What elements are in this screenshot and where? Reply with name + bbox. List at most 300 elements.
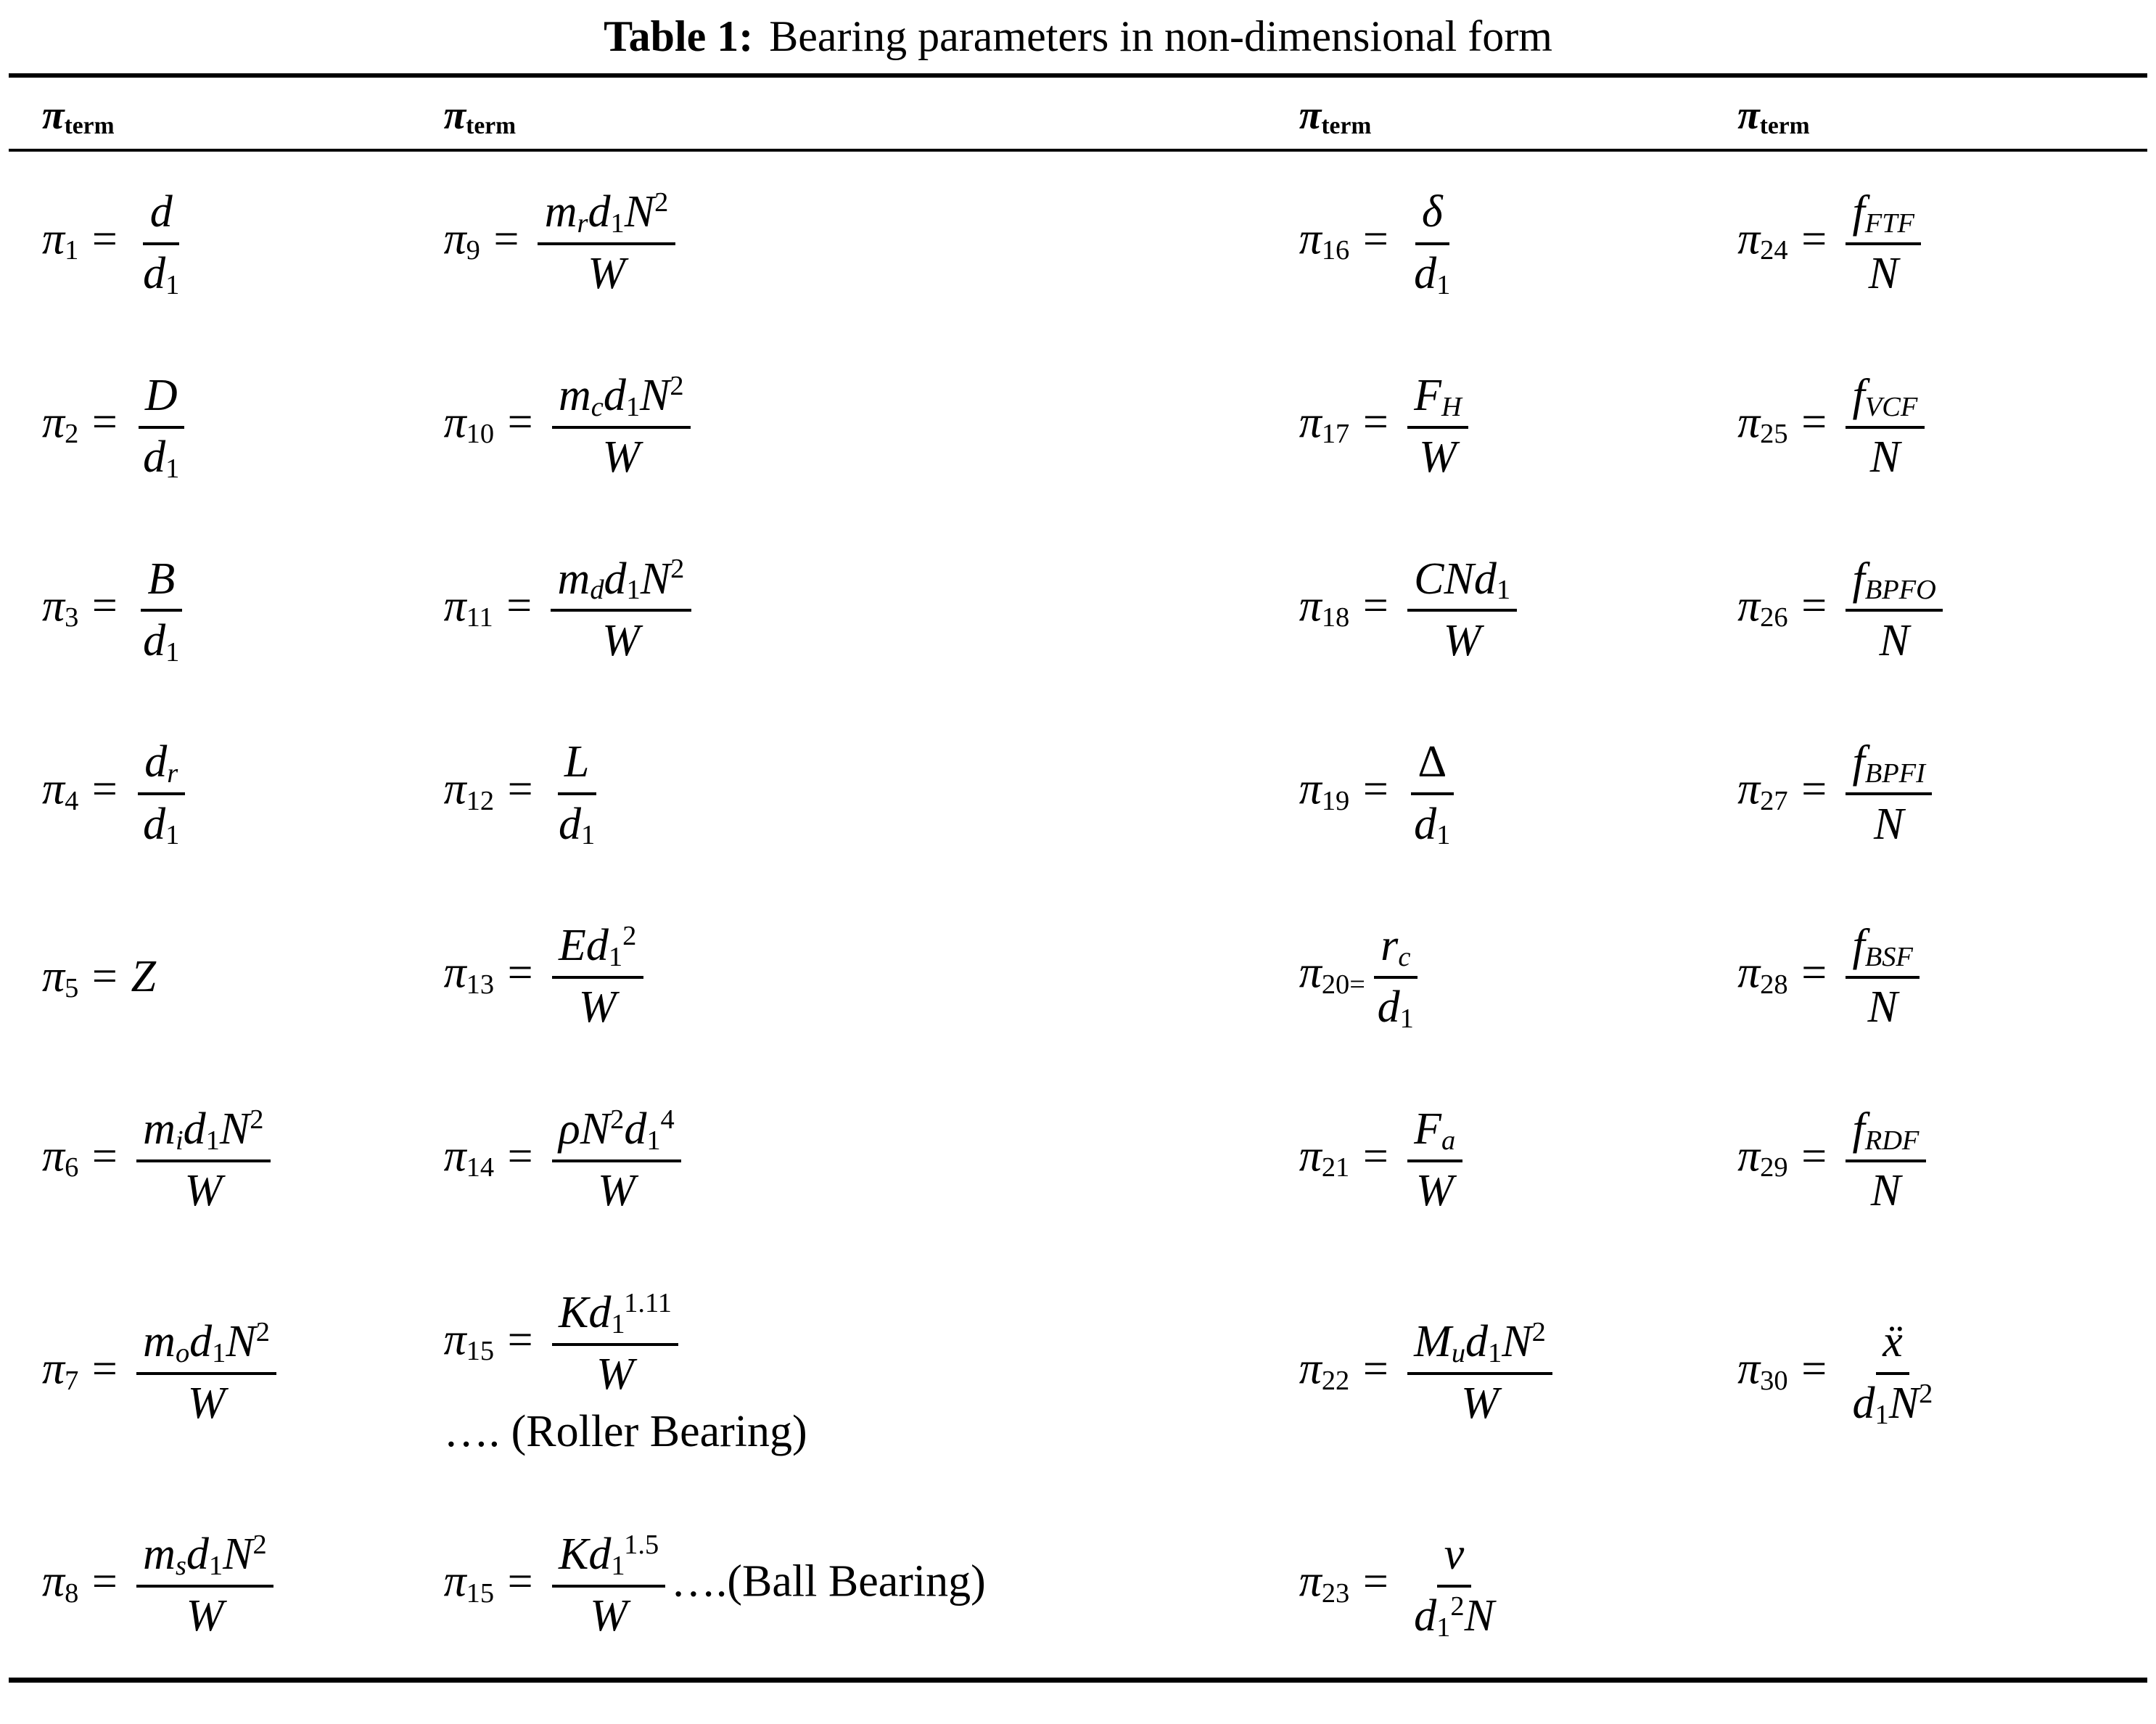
math-subscript: 1 (1436, 820, 1451, 851)
fraction (552, 1102, 681, 1219)
math-symbol: π (42, 765, 65, 815)
math-subscript: 1 (611, 1308, 625, 1339)
fraction-numerator (551, 552, 691, 612)
math-subscript: c (1398, 941, 1411, 972)
fraction (136, 369, 186, 485)
math-symbol: π (1737, 765, 1761, 815)
formula-pi-11 (437, 519, 1292, 702)
fraction-numerator (558, 735, 596, 795)
math-symbol: N (1502, 1317, 1532, 1367)
fraction-numerator (552, 1286, 679, 1346)
math-subscript: 13 (466, 969, 495, 1000)
math-symbol: Ed (558, 921, 609, 971)
fraction (552, 369, 691, 485)
fraction-denominator (178, 1162, 229, 1219)
math-subscript: 11 (466, 602, 493, 633)
equals-sign: = (1362, 1344, 1388, 1394)
table-header (9, 75, 2147, 150)
table-number: Table 1: (604, 12, 754, 60)
fraction-denominator (581, 245, 632, 302)
fraction (1407, 735, 1457, 852)
math-subscript: 17 (1321, 419, 1350, 450)
math-symbol: π (1299, 1556, 1322, 1606)
formula-pi-30 (1730, 1252, 2147, 1494)
fraction (136, 1315, 276, 1432)
formula-pi-29 (1730, 1069, 2147, 1252)
table-row (9, 335, 2147, 519)
formula-pi-28 (1730, 885, 2147, 1069)
math-subscript: 26 (1760, 602, 1788, 633)
math-subscript: 5 (65, 973, 79, 1004)
fraction-denominator (552, 795, 602, 852)
fraction-denominator (1867, 795, 1911, 852)
fraction-denominator (136, 795, 186, 852)
math-subscript: BPFO (1864, 575, 1936, 606)
fraction-denominator (1863, 429, 1906, 485)
fraction-denominator (591, 1162, 642, 1219)
fraction (552, 919, 643, 1035)
table-row (9, 1252, 2147, 1494)
math-symbol: F (1414, 1104, 1442, 1154)
math-symbol: W (590, 1591, 628, 1641)
math-symbol: N (1868, 249, 1898, 299)
fraction-numerator (552, 919, 643, 979)
fraction (1846, 1102, 1926, 1219)
math-subscript: c (591, 391, 604, 422)
math-symbol: π (443, 765, 466, 815)
formula-pi-15-roller (437, 1252, 1292, 1494)
fraction (136, 185, 186, 302)
math-superscript: 2 (1531, 1317, 1546, 1348)
math-subscript: 7 (65, 1365, 79, 1396)
pi-term-subscript: term (64, 112, 115, 139)
math-subscript: VCF (1864, 391, 1918, 422)
math-symbol: m (143, 1104, 176, 1154)
math-symbol: d (189, 1317, 213, 1367)
math-symbol: W (1461, 1379, 1499, 1429)
fraction (538, 185, 675, 302)
math-subscript: 1 (1399, 1003, 1414, 1035)
fraction (1407, 1527, 1501, 1644)
math-subscript: 29 (1760, 1152, 1788, 1183)
math-subscript: 15 (466, 1336, 495, 1367)
table-row (9, 702, 2147, 885)
math-symbol: π (1299, 1344, 1322, 1394)
equals-sign: = (91, 952, 118, 1002)
math-symbol: N (624, 187, 655, 237)
pi-term-subscript: term (466, 112, 517, 139)
table-body (9, 150, 2147, 1680)
math-symbol: W (588, 249, 625, 299)
math-symbol: m (544, 187, 577, 237)
math-superscript: 4 (660, 1104, 675, 1135)
equals-sign: = (1801, 214, 1827, 264)
math-subscript: 14 (466, 1152, 495, 1183)
math-subscript: o (175, 1337, 190, 1368)
column-header-pi-term (9, 75, 437, 150)
math-subscript: i (175, 1125, 184, 1156)
equals-sign: = (507, 1131, 533, 1181)
fraction-numerator (1846, 185, 1921, 245)
math-symbol: π (443, 398, 466, 448)
math-symbol: d (186, 1530, 209, 1580)
formula-pi-6 (9, 1069, 437, 1252)
formula-pi-27 (1730, 702, 2147, 885)
fraction-numerator (136, 1527, 273, 1588)
math-symbol: π (443, 948, 466, 998)
math-subscript: 1 (580, 820, 596, 851)
math-subscript: 1 (1488, 1337, 1502, 1368)
math-symbol: d (144, 737, 168, 787)
math-symbol: π (1737, 948, 1761, 998)
equals-sign: = (91, 1131, 118, 1181)
fraction-numerator (1876, 1315, 1909, 1375)
math-symbol: W (578, 982, 617, 1033)
math-symbol: f (1852, 737, 1865, 787)
math-symbol: W (187, 1379, 226, 1429)
math-symbol: π (1737, 398, 1761, 448)
math-subscript: 23 (1321, 1577, 1350, 1609)
formula-pi-16 (1292, 150, 1730, 335)
math-text: Δ (1418, 737, 1447, 787)
math-symbol: d (1414, 249, 1437, 299)
math-symbol: d (1852, 1379, 1875, 1429)
math-symbol: Z (131, 952, 156, 1002)
fraction (552, 1286, 679, 1403)
formula-pi-17 (1292, 335, 1730, 519)
formula-pi-26 (1730, 519, 2147, 702)
math-subscript: 1 (212, 1337, 226, 1368)
math-subscript: 1 (611, 1550, 625, 1581)
math-symbol: d (1465, 1317, 1489, 1367)
math-symbol: N (1464, 1591, 1494, 1641)
formula-pi-1 (9, 150, 437, 335)
fraction-denominator (181, 1375, 231, 1432)
math-text: ….(Ball Bearing) (670, 1556, 986, 1606)
formula-pi-18 (1292, 519, 1730, 702)
equals-sign: = (1362, 1556, 1388, 1606)
math-subscript: FTF (1864, 208, 1915, 239)
fraction-numerator (1415, 185, 1449, 245)
fraction-denominator (1407, 245, 1457, 302)
math-subscript: u (1451, 1337, 1466, 1368)
fraction (1370, 919, 1420, 1035)
math-subscript: 19 (1321, 785, 1350, 816)
math-symbol: N (1879, 615, 1909, 665)
math-symbol: π (1299, 765, 1322, 815)
fraction-numerator (1407, 369, 1468, 429)
math-symbol: N (219, 1104, 250, 1154)
math-subscript: 1 (165, 820, 180, 851)
math-symbol: d (143, 615, 166, 665)
math-superscript: 2 (1919, 1379, 1933, 1410)
math-subscript: 21 (1321, 1152, 1350, 1183)
formula-pi-10 (437, 335, 1292, 519)
fraction-numerator (1846, 1102, 1926, 1162)
equals-sign: = (91, 1344, 118, 1394)
fraction (551, 552, 691, 669)
math-subscript: 6 (65, 1152, 79, 1183)
math-symbol: π (1299, 581, 1322, 631)
math-symbol: W (184, 1166, 223, 1216)
fraction (1407, 1102, 1462, 1219)
math-symbol: π (42, 952, 65, 1002)
math-symbol: d (1377, 982, 1400, 1033)
math-symbol: d (143, 799, 166, 849)
math-subscript: a (1441, 1125, 1456, 1156)
formula-pi-23 (1292, 1494, 1730, 1680)
math-symbol: d (1414, 1591, 1437, 1641)
math-symbol: Kd (558, 1530, 612, 1580)
equals-sign: = (1362, 1131, 1388, 1181)
table-caption-text: Bearing parameters in non-dimensional form (769, 12, 1552, 60)
math-symbol: N (1888, 1379, 1920, 1429)
column-header-pi-term (437, 75, 1292, 150)
math-subscript: d (590, 575, 604, 606)
pi-term-subscript: term (1321, 112, 1372, 139)
fraction-denominator (179, 1588, 230, 1644)
fraction-numerator (552, 1102, 681, 1162)
fraction (136, 1102, 271, 1219)
math-symbol: m (143, 1530, 176, 1580)
math-symbol: m (557, 554, 591, 604)
formula-pi-3 (9, 519, 437, 702)
equals-sign: = (493, 214, 519, 264)
pi-symbol: π (443, 93, 466, 138)
math-subscript: s (175, 1550, 186, 1581)
math-symbol: π (1737, 1344, 1761, 1394)
fraction (136, 1527, 273, 1644)
fraction-numerator (1846, 552, 1943, 612)
fraction-denominator (1407, 1588, 1501, 1644)
fraction-denominator (572, 979, 623, 1035)
math-subscript: 9 (466, 235, 480, 266)
fraction (136, 552, 186, 669)
empty-cell (1730, 1494, 2147, 1680)
math-symbol: W (186, 1591, 224, 1641)
math-symbol: π (1737, 1131, 1761, 1181)
math-symbol: π (1299, 948, 1322, 998)
math-symbol: N (1874, 799, 1904, 849)
fraction-numerator (1437, 1527, 1470, 1588)
math-symbol: N (640, 370, 670, 420)
math-symbol: m (143, 1317, 176, 1367)
math-superscript: 2 (654, 186, 669, 218)
math-subscript: 2 (65, 419, 79, 450)
equals-sign: = (507, 765, 533, 815)
math-symbol: π (1299, 398, 1322, 448)
fraction-denominator (596, 612, 646, 668)
math-subscript: RDF (1864, 1125, 1920, 1156)
math-superscript: 2 (252, 1530, 267, 1561)
math-subscript: H (1441, 391, 1462, 422)
formula-pi-5 (9, 885, 437, 1069)
pi-symbol: π (1737, 93, 1760, 138)
math-symbol: d (603, 370, 626, 420)
math-subscript: 1 (625, 391, 641, 422)
math-subscript: 1 (1436, 269, 1451, 300)
math-symbol: π (443, 1315, 466, 1365)
math-symbol: CNd (1414, 554, 1497, 604)
fraction-denominator (596, 429, 646, 485)
math-symbol: f (1852, 554, 1865, 604)
math-superscript: 2 (670, 554, 685, 585)
math-symbol: π (1737, 581, 1761, 631)
math-symbol: m (558, 370, 591, 420)
fraction-numerator (143, 185, 179, 245)
math-subscript: 1 (65, 235, 79, 266)
fraction-numerator (138, 735, 185, 795)
math-symbol: B (147, 554, 176, 604)
math-symbol: d (558, 799, 581, 849)
math-symbol: d (604, 554, 627, 604)
fraction (552, 1527, 666, 1644)
column-header-pi-term (1730, 75, 2147, 150)
math-symbol: π (1737, 214, 1761, 264)
equals-sign: = (506, 581, 532, 631)
math-symbol: d (1414, 799, 1437, 849)
equals-sign: = (91, 1556, 118, 1606)
math-subscript: 25 (1760, 419, 1788, 450)
fraction-numerator (1407, 1315, 1552, 1375)
math-subscript: 1 (608, 941, 623, 972)
equals-sign: = (1362, 398, 1388, 448)
fraction (1846, 1315, 1939, 1432)
math-symbol: π (443, 1556, 466, 1606)
math-symbol: r (1381, 921, 1399, 971)
math-symbol: ρN (558, 1104, 611, 1154)
fraction (136, 735, 186, 852)
fraction-numerator (136, 1315, 276, 1375)
fraction-numerator (1407, 552, 1518, 612)
fraction (1407, 185, 1457, 302)
equals-sign: = (1362, 765, 1388, 815)
equals-sign: = (91, 765, 118, 815)
formula-pi-19 (1292, 702, 1730, 885)
math-subscript: 28 (1760, 969, 1788, 1000)
equals-sign: = (1801, 1344, 1827, 1394)
math-symbol: N (1870, 1166, 1901, 1216)
formula-pi-25 (1730, 335, 2147, 519)
math-symbol: π (42, 581, 65, 631)
math-symbol: d (588, 187, 611, 237)
math-subscript: 16 (1321, 235, 1350, 266)
math-subscript: 1 (165, 269, 180, 300)
fraction-numerator (136, 1102, 271, 1162)
fraction (1407, 552, 1518, 669)
table-row (9, 1494, 2147, 1680)
parameters-table (9, 73, 2147, 1683)
fraction-denominator (1437, 612, 1488, 668)
formula-pi-22 (1292, 1252, 1730, 1494)
equals-sign: = (1801, 765, 1827, 815)
math-text: …. (Roller Bearing) (443, 1406, 807, 1456)
formula-pi-12 (437, 702, 1292, 885)
formula-pi-2 (9, 335, 437, 519)
fraction (1407, 1315, 1552, 1432)
pi-symbol: π (42, 93, 65, 138)
equals-sign: = (91, 398, 118, 448)
math-symbol: N (223, 1530, 253, 1580)
math-symbol: π (443, 214, 466, 264)
equals-sign: = (507, 398, 533, 448)
fraction-numerator (538, 185, 675, 245)
math-superscript: 2 (255, 1317, 270, 1348)
math-symbol: d (143, 432, 166, 482)
formula-pi-7 (9, 1252, 437, 1494)
pi-term-subscript: term (1759, 112, 1810, 139)
math-superscript: 1.11 (624, 1287, 672, 1318)
fraction-numerator (1374, 919, 1418, 979)
fraction-denominator (1412, 429, 1463, 485)
math-subscript: 1 (646, 1125, 661, 1156)
math-subscript: 15 (466, 1577, 495, 1609)
math-subscript: 1 (205, 1125, 220, 1156)
fraction (1846, 735, 1932, 852)
equals-sign: = (1801, 948, 1827, 998)
math-subscript: 3 (65, 602, 79, 633)
fraction-numerator (139, 369, 184, 429)
math-subscript: 1 (1496, 575, 1511, 606)
equals-sign: = (1801, 398, 1827, 448)
math-symbol: d (624, 1104, 647, 1154)
math-superscript: 2 (1450, 1591, 1465, 1622)
fraction-numerator (141, 552, 181, 612)
fraction-numerator (1846, 735, 1932, 795)
math-subscript: 12 (466, 785, 495, 816)
formula-pi-21 (1292, 1069, 1730, 1252)
math-symbol: f (1852, 370, 1865, 420)
math-superscript: 2 (250, 1104, 264, 1135)
math-subscript: r (167, 758, 178, 789)
math-symbol: W (1443, 615, 1481, 665)
formula-pi-8 (9, 1494, 437, 1680)
fraction-denominator (1861, 979, 1904, 1035)
formula-pi-24 (1730, 150, 2147, 335)
fraction-numerator (1411, 735, 1453, 795)
equals-sign: = (507, 1556, 533, 1606)
math-superscript: 1.5 (624, 1530, 659, 1561)
fraction-numerator (552, 369, 691, 429)
math-superscript: 2 (622, 921, 637, 952)
math-subscript: BSF (1864, 941, 1913, 972)
math-subscript: 27 (1760, 785, 1788, 816)
math-subscript: r (577, 208, 588, 239)
math-subscript: 1 (165, 636, 180, 668)
math-symbol: π (42, 214, 65, 264)
column-header-pi-term (1292, 75, 1730, 150)
table-row (9, 519, 2147, 702)
math-symbol: M (1414, 1317, 1452, 1367)
math-symbol: W (1419, 432, 1457, 482)
formula-pi-20 (1292, 885, 1730, 1069)
fraction (1846, 552, 1943, 669)
math-symbol: Kd (558, 1287, 612, 1337)
fraction-denominator (136, 429, 186, 485)
fraction (1846, 919, 1920, 1035)
math-symbol: N (640, 554, 671, 604)
math-subscript: 1 (1436, 1612, 1451, 1643)
fraction-denominator (136, 245, 186, 302)
equals-sign: = (1801, 581, 1827, 631)
header-row (9, 75, 2147, 150)
equals-sign: = (91, 581, 118, 631)
math-symbol: L (564, 737, 590, 787)
fraction-denominator (136, 612, 186, 668)
equals-sign: = (1801, 1131, 1827, 1181)
math-symbol: π (42, 1131, 65, 1181)
math-symbol: D (144, 370, 178, 420)
